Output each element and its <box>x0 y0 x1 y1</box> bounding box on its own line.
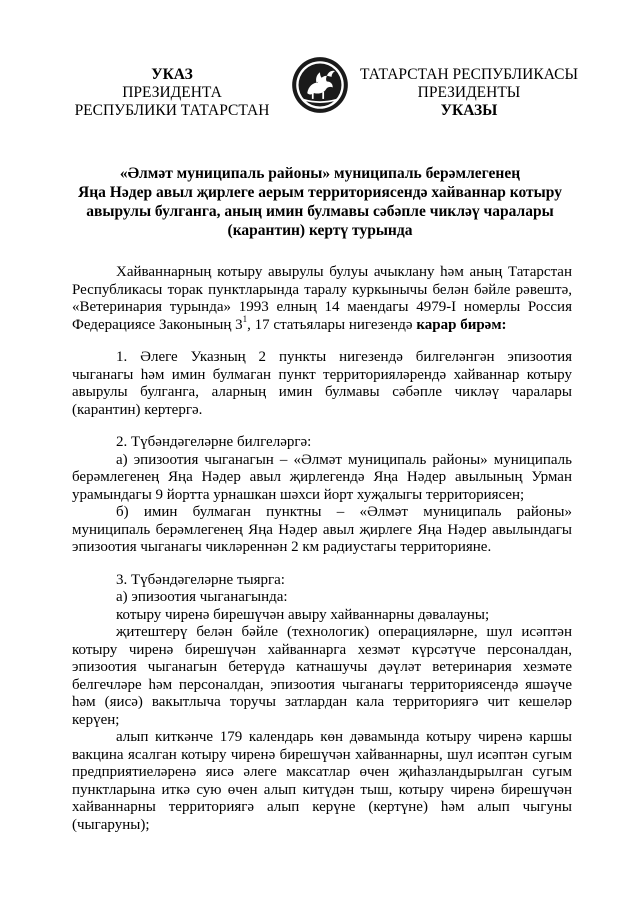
header-left-line-2: ПРЕЗИДЕНТА <box>122 84 222 101</box>
preamble-text: Хайваннарның котыру авырулы булуы ачыклану һәм аның Татарстан Республикасы торак пунктларында таралу куркынычы белән бәйле рәвештә, «Ветеринария турында» 1993 елның 14 маендагы 4979-I номерлы Россия Федерациясе Законының 3 <box>72 264 572 333</box>
header-right-block <box>352 66 586 120</box>
header-left-line-3: РЕСПУБЛИКИ ТАТАРСТАН <box>74 102 270 119</box>
item-3-paragraph-2: җитештерү белән бәйле (технологик) операцияләрне, шул исәптән котыру чиренә бирешүчән хайваннарга хезмәт күрсәтүче персоналдан, эпизоотия чыганагын бетерүдә катнашучы дәүләт ветеринария хезмәте белгечләре һәм персоналдан, эпизоотия чыганагы территориясендә яшәүче һәм (яисә) вакытлыча торучы затлардан кала территориягә чит кешеләр керүен; <box>72 624 572 728</box>
preamble-paragraph <box>72 264 572 334</box>
header-right-line-2: ПРЕЗИДЕНТЫ <box>417 84 521 101</box>
header-left-line-1: УКАЗ <box>151 66 193 83</box>
decree-title <box>70 164 570 240</box>
tatarstan-coat-of-arms-icon <box>291 56 349 114</box>
item-3-heading: 3. Түбәндәгеләрне тыярга: <box>116 571 285 588</box>
title-line-2: Яңа Нәдер авыл җирлеге аерым территориясендә хайваннар котыру <box>78 184 562 201</box>
item-2-heading: 2. Түбәндәгеләрне билгеләргә: <box>116 434 312 450</box>
header-right-line-1: ТАТАРСТАН РЕСПУБЛИКАСЫ <box>360 66 578 83</box>
item-1-paragraph: 1. Әлеге Указның 2 пункты нигезендә билгеләнгән эпизоотия чыганагы һәм имин булмаган пункт территорияләрендә хайваннар котыру авырулы булганга, аларның имин булмавы сәбәпле чикләү чаралары (карантин) кертергә. <box>72 349 572 418</box>
title-line-3: авырулы булганга, аның имин булмавы сәбәпле чикләү чаралары <box>86 203 554 220</box>
item-3-paragraph-1: котыру чиренә бирешүчән авыру хайваннарны дәвалауны; <box>116 606 490 623</box>
item-2-b-paragraph: б) имин булмаган пунктны – «Әлмәт муниципаль районы» муниципаль берәмлегенең Яңа Нәдер авыл җирлеге Яңа Нәдер авылындагы эпизоотия чыганагы чикләреннән 2 км радиустагы территорияне. <box>72 504 572 555</box>
title-line-4: (карантин) кертү турында <box>227 222 413 239</box>
preamble-bold-phrase: карар бирәм: <box>416 316 507 333</box>
item-3-paragraph-3: алып киткәнче 179 календарь көн дәвамында котыру чиренә каршы вакцина ясалган котыру чиренә бирешүчән хайваннарны, шул исәптән сугым предприятиеләренә яисә әлеге максатлар өчен җиһазландырылган сугым пунктларына иткә сую өчен алып китүдән тыш, котыру чиренә бирешүчән хайваннарны территориягә алып керүне (кертүне) һәм алып чыгуны (чыгаруны); <box>72 729 572 833</box>
item-3-a-paragraph: а) эпизоотия чыганагында: <box>116 589 288 605</box>
decree-body <box>72 264 572 834</box>
header-left-block <box>58 66 286 120</box>
preamble-text-continued: , 17 статьялары нигезендә <box>247 316 417 333</box>
preamble-superscript: 1 <box>242 313 248 324</box>
item-2-a-paragraph: а) эпизоотия чыганагын – «Әлмәт муниципаль районы» муниципаль берәмлегенең Яңа Нәдер авыл җирлегендә Яңа Нәдер авылының Урман урамындагы 9 йортта урнашкан шәхси йорт хуҗалыгы территориясен; <box>72 451 572 503</box>
title-line-1: «Әлмәт муниципаль районы» муниципаль берәмлегенең <box>119 165 521 182</box>
header-right-line-3: УКАЗЫ <box>440 102 498 119</box>
